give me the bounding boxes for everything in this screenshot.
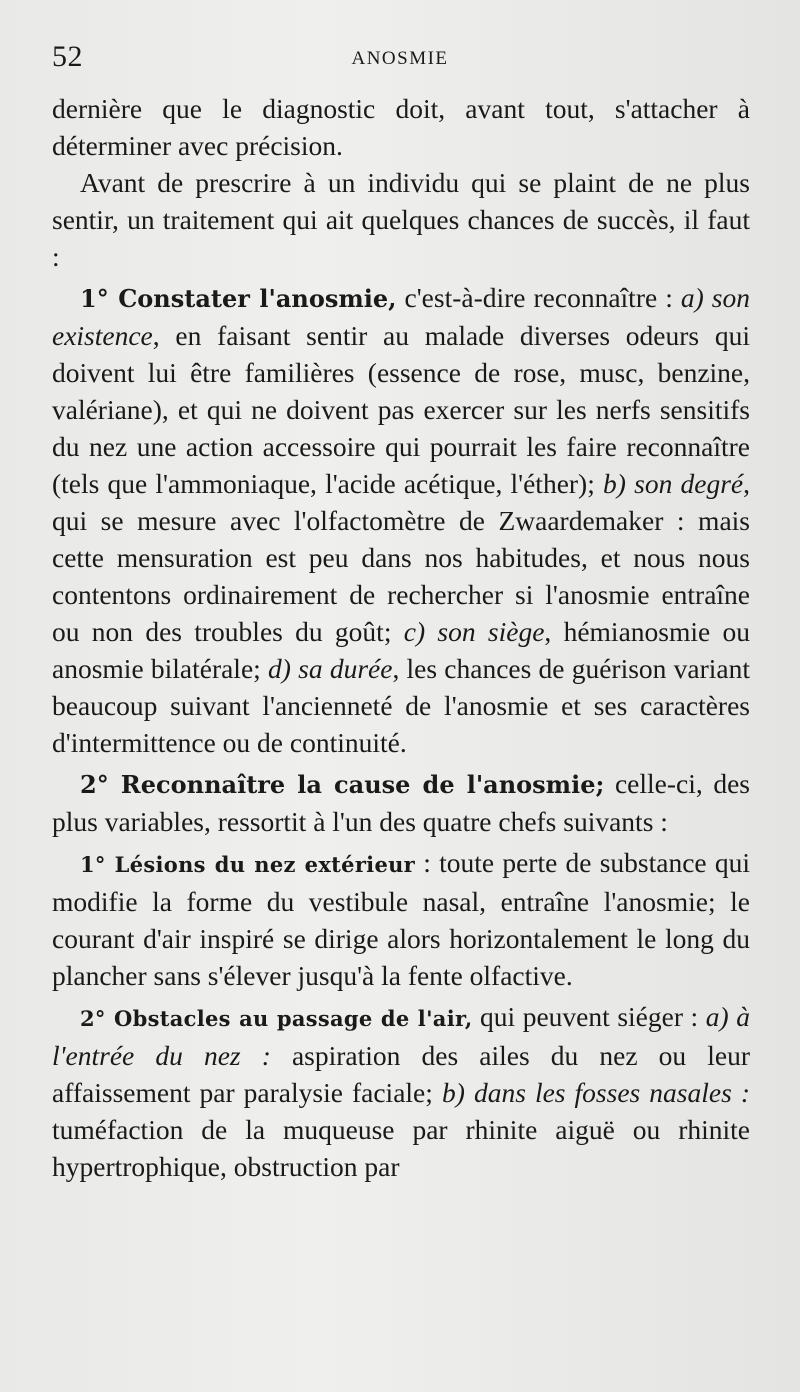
text-run: , hémianosmie ou anosmie bilatérale;: [52, 616, 750, 684]
subheading-obstacles: 2° Obstacles au passage de l'air,: [80, 1006, 473, 1031]
paragraph-continuation: dernière que le diagnostic doit, avant tout, s'attacher à déterminer avec précision.: [52, 93, 750, 161]
subheading-lesions: 1° Lésions du nez extérieur: [80, 852, 416, 877]
paragraph-intro: Avant de prescrire à un individu qui se plaint de ne plus sentir, un traitement qui ait quelques chances de succès, il faut :: [52, 167, 750, 272]
section-heading-reconnaitre: 2° Reconnaître la cause de l'anosmie;: [80, 770, 605, 799]
term-siege: son siège: [437, 616, 545, 647]
text-run: celle-ci, des plus variables, ressortit à l'un des quatre chefs suivants :: [52, 768, 750, 837]
page-number: 52: [52, 40, 83, 73]
term-duree: sa durée: [298, 653, 393, 684]
term-degre: son degré: [634, 468, 744, 499]
running-head: ANOSMIE: [351, 48, 449, 69]
text-run: qui peuvent siéger :: [472, 1001, 706, 1032]
term-entree-du-nez: à l'entrée du nez :: [52, 1001, 751, 1071]
item-label-c: c): [403, 616, 426, 647]
text-run: , qui se mesure avec l'olfactomètre de Zwaardemaker : mais cette mensuration est peu dans nos habitudes, et nous nous contentons ordinairement de rechercher si l'anosmie entraîne ou non des troubles du goût;: [52, 468, 750, 647]
section-heading-constater: 1° Constater l'anosmie,: [80, 284, 397, 313]
item-label-b: b): [441, 1077, 465, 1108]
text-run: , les chances de guérison variant beaucoup suivant l'ancienneté de l'anosmie et ses caractères d'intermittence ou de continuité.: [52, 653, 750, 758]
item-label-b: b): [603, 468, 626, 499]
paragraph-obstacles: [52, 998, 750, 1185]
text-run: tuméfaction de la muqueuse par rhinite aiguë ou rhinite hypertrophique, obstruction par: [52, 1114, 750, 1182]
item-label-d: d): [268, 653, 291, 684]
paragraph-constater: [52, 279, 750, 761]
paragraph-reconnaitre: [52, 765, 750, 840]
text-run: , en faisant sentir au malade diverses odeurs qui doivent lui être familières (essence de rose, musc, benzine, valériane), et qui ne doivent pas exercer sur les nerfs sensitifs du nez une action accessoire qui pourrait les faire reconnaître (tels que l'ammoniaque, l'acide acétique, l'éther);: [52, 320, 750, 499]
text-run: aspiration des ailes du nez ou leur affaissement par paralysie faciale;: [52, 1040, 750, 1108]
paragraph-lesions: [52, 844, 750, 994]
text-run: c'est-à-dire reconnaître :: [396, 282, 681, 313]
item-label-a: a): [705, 1001, 729, 1032]
text-run: : toute perte de substance qui modifie la forme du vestibule nasal, entraîne l'anosmie; le courant d'air inspiré se dirige alors horizontalement le long du plancher sans s'élever jusqu'à la fente olfactive.: [52, 847, 750, 991]
body-text: [52, 90, 750, 1185]
page-header: [52, 40, 748, 80]
item-label-a: a): [680, 282, 704, 313]
term-existence: son existence: [52, 282, 750, 351]
term-fosses-nasales: dans les fosses nasales :: [473, 1077, 750, 1108]
